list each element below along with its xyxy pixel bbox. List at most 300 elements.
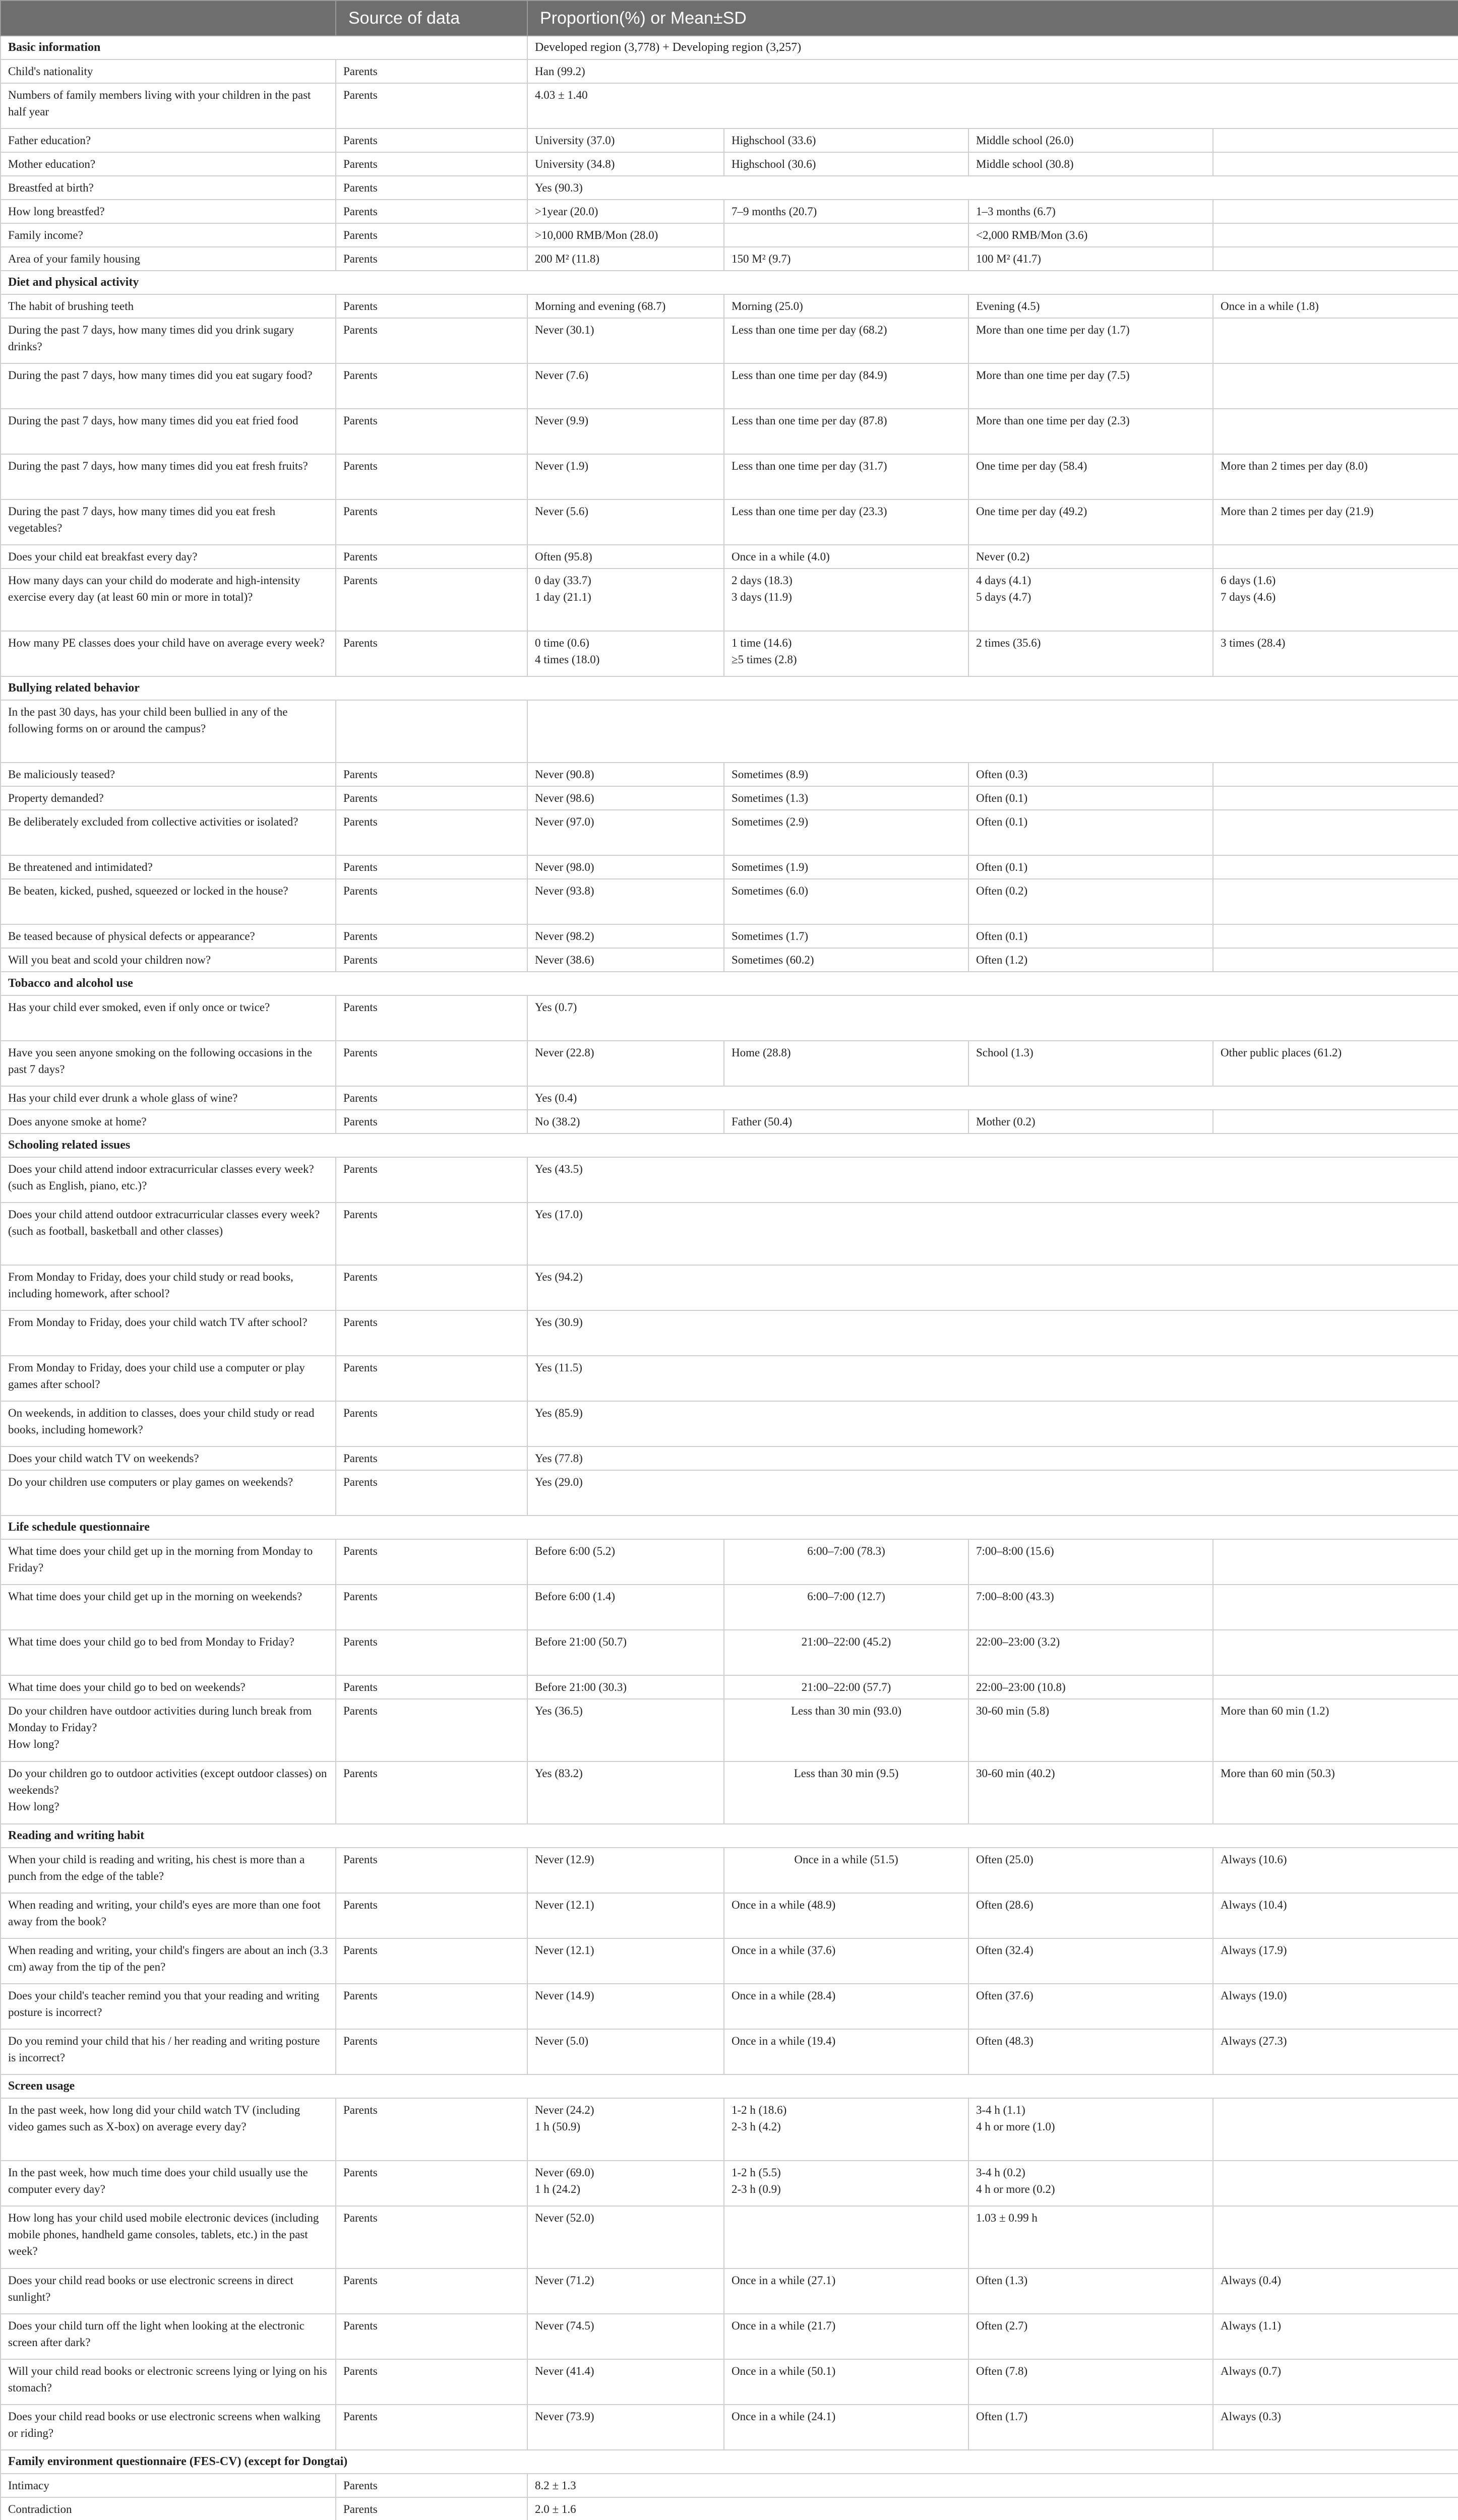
- cell-line: Does your child's teacher remind you that your reading and writing posture is incorrect?: [8, 1989, 320, 2019]
- source-cell: Parents: [336, 1675, 527, 1699]
- value-cell: 100 M² (41.7): [968, 247, 1213, 271]
- question-cell: [1, 2029, 336, 2074]
- cell-line: On weekends, in addition to classes, does your child study or read books, including homework?: [8, 1407, 315, 1436]
- value-cell: 7:00–8:00 (43.3): [968, 1585, 1213, 1630]
- value-cell: Highschool (30.6): [724, 152, 968, 176]
- cell-line: During the past 7 days, how many times did you eat sugary food?: [8, 369, 313, 382]
- value-cell: Han (99.2): [527, 59, 1458, 83]
- question-cell: [1, 2161, 336, 2206]
- value-cell: Often (1.3): [968, 2269, 1213, 2314]
- source-cell: [336, 700, 527, 763]
- cell-line: 3-4 h (1.1): [976, 2104, 1025, 2116]
- table-row: [1, 855, 1458, 879]
- cell-line: 6 days (1.6): [1221, 574, 1276, 587]
- value-cell: [527, 700, 1458, 763]
- table-row: [1, 545, 1458, 569]
- cell-line: Family income?: [8, 229, 83, 241]
- value-cell: [724, 2098, 968, 2161]
- value-cell: 22:00–23:00 (3.2): [968, 1630, 1213, 1675]
- source-cell: Parents: [336, 569, 527, 631]
- value-cell: [1213, 810, 1458, 855]
- cell-line: Child's nationality: [8, 65, 93, 78]
- cell-line: 0 day (33.7): [535, 574, 591, 587]
- value-cell: [1213, 318, 1458, 363]
- value-cell: [968, 2098, 1213, 2161]
- source-cell: Parents: [336, 2269, 527, 2314]
- source-cell: Parents: [336, 152, 527, 176]
- table-row: [1, 223, 1458, 247]
- table-row: [1, 995, 1458, 1041]
- value-cell: Once in a while (19.4): [724, 2029, 968, 2074]
- table-row: [1, 631, 1458, 676]
- table-header: [1, 1, 1458, 36]
- table-row: [1, 1470, 1458, 1516]
- table-row: [1, 763, 1458, 786]
- value-cell: [527, 569, 724, 631]
- source-cell: Parents: [336, 763, 527, 786]
- source-cell: Parents: [336, 1585, 527, 1630]
- cell-line: Be beaten, kicked, pushed, squeezed or locked in the house?: [8, 885, 288, 897]
- table-row: [1, 363, 1458, 409]
- value-cell: Always (27.3): [1213, 2029, 1458, 2074]
- question-cell: [1, 1470, 336, 1516]
- value-cell: 21:00–22:00 (57.7): [724, 1675, 968, 1699]
- cell-line: Do your children have outdoor activities during lunch break from Monday to Friday?: [8, 1705, 312, 1734]
- value-cell: Often (95.8): [527, 545, 724, 569]
- value-cell: Often (0.1): [968, 786, 1213, 810]
- question-cell: [1, 631, 336, 676]
- value-cell: 30-60 min (40.2): [968, 1761, 1213, 1824]
- value-cell: 150 M² (9.7): [724, 247, 968, 271]
- question-cell: [1, 1984, 336, 2029]
- value-cell: University (37.0): [527, 129, 724, 152]
- source-cell: Parents: [336, 2314, 527, 2359]
- source-cell: Parents: [336, 2405, 527, 2450]
- value-cell: [1213, 152, 1458, 176]
- table-row: [1, 176, 1458, 200]
- source-cell: Parents: [336, 2098, 527, 2161]
- value-cell: [1213, 786, 1458, 810]
- cell-line: What time does your child get up in the morning from Monday to Friday?: [8, 1545, 313, 1574]
- value-cell: 3 times (28.4): [1213, 631, 1458, 676]
- value-cell: 4.03 ± 1.40: [527, 83, 1458, 129]
- section-row: [1, 972, 1458, 995]
- cell-line: When reading and writing, your child's eyes are more than one foot away from the book?: [8, 1899, 321, 1928]
- value-cell: Never (41.4): [527, 2359, 724, 2405]
- value-cell: [724, 2161, 968, 2206]
- value-cell: Yes (85.9): [527, 1401, 1458, 1446]
- value-cell: More than one time per day (7.5): [968, 363, 1213, 409]
- question-cell: [1, 1157, 336, 1203]
- source-cell: Parents: [336, 1356, 527, 1401]
- cell-line: How many days can your child do moderate and high-intensity exercise every day (at least 60 min or more in total)?: [8, 574, 300, 603]
- source-cell: Parents: [336, 1041, 527, 1086]
- value-cell: Once in a while (50.1): [724, 2359, 968, 2405]
- table-row: [1, 1630, 1458, 1675]
- question-cell: [1, 879, 336, 924]
- cell-line: Do your children go to outdoor activities (except outdoor classes) on weekends?: [8, 1767, 327, 1796]
- value-cell: Less than one time per day (23.3): [724, 499, 968, 545]
- value-cell: [724, 2206, 968, 2269]
- value-cell: [1213, 763, 1458, 786]
- source-cell: Parents: [336, 1310, 527, 1356]
- value-cell: 6:00–7:00 (78.3): [724, 1539, 968, 1585]
- value-cell: Middle school (26.0): [968, 129, 1213, 152]
- cell-line: During the past 7 days, how many times did you eat fresh fruits?: [8, 460, 308, 472]
- question-cell: [1, 1356, 336, 1401]
- section-title: Reading and writing habit: [1, 1824, 1458, 1848]
- table-row: [1, 294, 1458, 318]
- cell-line: In the past 30 days, has your child been bullied in any of the following forms on or around the campus?: [8, 706, 288, 735]
- value-cell: Never (93.8): [527, 879, 724, 924]
- value-cell: [1213, 2206, 1458, 2269]
- value-cell: [1213, 1539, 1458, 1585]
- question-cell: [1, 1446, 336, 1470]
- value-cell: [724, 631, 968, 676]
- value-cell: Yes (17.0): [527, 1203, 1458, 1265]
- value-cell: University (34.8): [527, 152, 724, 176]
- table-row: [1, 318, 1458, 363]
- cell-line: Does your child watch TV on weekends?: [8, 1452, 199, 1465]
- table-row: [1, 1585, 1458, 1630]
- value-cell: Yes (77.8): [527, 1446, 1458, 1470]
- cell-line: Numbers of family members living with your children in the past half year: [8, 89, 311, 118]
- source-cell: Parents: [336, 855, 527, 879]
- cell-line: Does your child attend outdoor extracurricular classes every week? (such as football, basketball and other classes): [8, 1208, 320, 1237]
- table-row: [1, 2405, 1458, 2450]
- header-item: [1, 1, 336, 36]
- value-cell: Never (5.6): [527, 499, 724, 545]
- cell-line: 4 h or more (1.0): [976, 2120, 1055, 2133]
- source-cell: Parents: [336, 948, 527, 972]
- table-row: [1, 1310, 1458, 1356]
- section-title: Life schedule questionnaire: [1, 1516, 1458, 1539]
- value-cell: Always (0.3): [1213, 2405, 1458, 2450]
- value-cell: Father (50.4): [724, 1110, 968, 1133]
- source-cell: Parents: [336, 545, 527, 569]
- value-cell: One time per day (58.4): [968, 454, 1213, 499]
- value-cell: Never (12.1): [527, 1893, 724, 1938]
- value-cell: Yes (0.4): [527, 1086, 1458, 1110]
- cell-line: During the past 7 days, how many times did you eat fried food: [8, 414, 298, 427]
- value-cell: Sometimes (1.9): [724, 855, 968, 879]
- question-cell: [1, 363, 336, 409]
- value-cell: Always (0.7): [1213, 2359, 1458, 2405]
- value-cell: Often (37.6): [968, 1984, 1213, 2029]
- question-cell: [1, 1848, 336, 1893]
- value-cell: Never (5.0): [527, 2029, 724, 2074]
- value-cell: Mother (0.2): [968, 1110, 1213, 1133]
- value-cell: Once in a while (4.0): [724, 545, 968, 569]
- cell-line: When reading and writing, your child's fingers are about an inch (3.3 cm) away from the tip of the pen?: [8, 1944, 328, 1973]
- source-cell: Parents: [336, 1265, 527, 1310]
- table-row: [1, 152, 1458, 176]
- table-row: [1, 200, 1458, 223]
- cell-line: What time does your child go to bed from Monday to Friday?: [8, 1635, 294, 1648]
- cell-line: ≥5 times (2.8): [732, 653, 797, 666]
- value-cell: Once in a while (24.1): [724, 2405, 968, 2450]
- table-body: [1, 36, 1458, 2520]
- value-cell: 8.2 ± 1.3: [527, 2474, 1458, 2497]
- question-cell: [1, 2497, 336, 2520]
- value-cell: Before 6:00 (1.4): [527, 1585, 724, 1630]
- cell-line: During the past 7 days, how many times did you drink sugary drinks?: [8, 324, 294, 353]
- value-cell: More than 60 min (50.3): [1213, 1761, 1458, 1824]
- question-cell: [1, 2314, 336, 2359]
- source-cell: Parents: [336, 454, 527, 499]
- table-row: [1, 1984, 1458, 2029]
- question-cell: [1, 318, 336, 363]
- value-cell: Sometimes (8.9): [724, 763, 968, 786]
- value-cell: Once in a while (37.6): [724, 1938, 968, 1984]
- cell-line: Does your child turn off the light when looking at the electronic screen after dark?: [8, 2319, 305, 2349]
- source-cell: Parents: [336, 631, 527, 676]
- table-row: [1, 1893, 1458, 1938]
- value-cell: Once in a while (28.4): [724, 1984, 968, 2029]
- cell-line: Does anyone smoke at home?: [8, 1115, 147, 1128]
- source-cell: Parents: [336, 2206, 527, 2269]
- cell-line: During the past 7 days, how many times did you eat fresh vegetables?: [8, 505, 276, 534]
- table-row: [1, 879, 1458, 924]
- table-row: [1, 569, 1458, 631]
- cell-line: 0 time (0.6): [535, 637, 589, 649]
- source-cell: Parents: [336, 1699, 527, 1761]
- value-cell: More than 2 times per day (21.9): [1213, 499, 1458, 545]
- value-cell: Yes (0.7): [527, 995, 1458, 1041]
- cell-line: From Monday to Friday, does your child study or read books, including homework, after school?: [8, 1271, 293, 1300]
- source-cell: Parents: [336, 223, 527, 247]
- value-cell: Never (22.8): [527, 1041, 724, 1086]
- cell-line: In the past week, how much time does your child usually use the computer every day?: [8, 2166, 308, 2195]
- value-cell: Never (52.0): [527, 2206, 724, 2269]
- cell-line: 4 h or more (0.2): [976, 2183, 1055, 2195]
- value-cell: 6:00–7:00 (12.7): [724, 1585, 968, 1630]
- question-cell: [1, 2474, 336, 2497]
- question-cell: [1, 1893, 336, 1938]
- table-row: [1, 700, 1458, 763]
- value-cell: 7–9 months (20.7): [724, 200, 968, 223]
- value-cell: Yes (94.2): [527, 1265, 1458, 1310]
- value-cell: Home (28.8): [724, 1041, 968, 1086]
- source-cell: Parents: [336, 786, 527, 810]
- value-cell: Before 21:00 (50.7): [527, 1630, 724, 1675]
- cell-line: Intimacy: [8, 2479, 49, 2492]
- source-cell: Parents: [336, 499, 527, 545]
- value-cell: Morning (25.0): [724, 294, 968, 318]
- value-cell: [1213, 948, 1458, 972]
- source-cell: Parents: [336, 318, 527, 363]
- value-cell: Evening (4.5): [968, 294, 1213, 318]
- question-cell: [1, 1699, 336, 1761]
- section-row: [1, 2450, 1458, 2474]
- source-cell: Parents: [336, 247, 527, 271]
- question-cell: [1, 786, 336, 810]
- source-cell: Parents: [336, 129, 527, 152]
- value-cell: [1213, 2161, 1458, 2206]
- table-row: [1, 59, 1458, 83]
- section-title: Diet and physical activity: [1, 271, 1458, 294]
- value-cell: Yes (36.5): [527, 1699, 724, 1761]
- value-cell: Always (1.1): [1213, 2314, 1458, 2359]
- value-cell: [1213, 247, 1458, 271]
- value-cell: Never (98.0): [527, 855, 724, 879]
- source-cell: Parents: [336, 200, 527, 223]
- section-title: Basic information: [1, 36, 527, 59]
- value-cell: No (38.2): [527, 1110, 724, 1133]
- table-row: [1, 2359, 1458, 2405]
- question-cell: [1, 2359, 336, 2405]
- table-row: [1, 2029, 1458, 2074]
- value-cell: Yes (83.2): [527, 1761, 724, 1824]
- value-cell: <2,000 RMB/Mon (3.6): [968, 223, 1213, 247]
- source-cell: Parents: [336, 1157, 527, 1203]
- value-cell: Often (0.2): [968, 879, 1213, 924]
- cell-line: Does your child eat breakfast every day?: [8, 550, 198, 563]
- cell-line: When your child is reading and writing, his chest is more than a punch from the edge of the table?: [8, 1853, 305, 1882]
- value-cell: Never (12.1): [527, 1938, 724, 1984]
- cell-line: How long has your child used mobile electronic devices (including mobile phones, handheld game consoles, tablets, etc.) in the past week?: [8, 2212, 319, 2257]
- value-cell: [724, 569, 968, 631]
- value-cell: >1year (20.0): [527, 200, 724, 223]
- table-row: [1, 454, 1458, 499]
- question-cell: [1, 1630, 336, 1675]
- value-cell: [968, 2161, 1213, 2206]
- cell-line: Property demanded?: [8, 792, 104, 804]
- section-title: Tobacco and alcohol use: [1, 972, 1458, 995]
- source-cell: Parents: [336, 1630, 527, 1675]
- value-cell: Never (12.9): [527, 1848, 724, 1893]
- value-cell: Often (32.4): [968, 1938, 1213, 1984]
- value-cell: More than 60 min (1.2): [1213, 1699, 1458, 1761]
- value-cell: Never (9.9): [527, 409, 724, 454]
- table-row: [1, 1356, 1458, 1401]
- section-title: Schooling related issues: [1, 1133, 1458, 1157]
- value-cell: [1213, 1630, 1458, 1675]
- cell-line: How long breastfed?: [8, 205, 105, 218]
- table-row: [1, 499, 1458, 545]
- question-cell: [1, 763, 336, 786]
- value-cell: Often (28.6): [968, 1893, 1213, 1938]
- table-row: [1, 2206, 1458, 2269]
- source-cell: Parents: [336, 1938, 527, 1984]
- value-cell: Often (1.7): [968, 2405, 1213, 2450]
- table-row: [1, 2497, 1458, 2520]
- cell-line: From Monday to Friday, does your child use a computer or play games after school?: [8, 1361, 305, 1391]
- question-cell: [1, 499, 336, 545]
- value-cell: 21:00–22:00 (45.2): [724, 1630, 968, 1675]
- value-cell: Never (0.2): [968, 545, 1213, 569]
- table-row: [1, 2269, 1458, 2314]
- value-cell: Often (1.2): [968, 948, 1213, 972]
- section-value: Developed region (3,778) + Developing region (3,257): [527, 36, 1458, 59]
- cell-line: Do you remind your child that his / her reading and writing posture is incorrect?: [8, 2035, 320, 2064]
- question-cell: [1, 1265, 336, 1310]
- value-cell: 7:00–8:00 (15.6): [968, 1539, 1213, 1585]
- cell-line: Mother education?: [8, 158, 96, 170]
- cell-line: In the past week, how long did your child watch TV (including video games such as X-box) on average every day?: [8, 2104, 300, 2133]
- question-cell: [1, 1203, 336, 1265]
- table-row: [1, 2098, 1458, 2161]
- cell-line: Will you beat and scold your children now?: [8, 954, 211, 966]
- value-cell: Sometimes (1.3): [724, 786, 968, 810]
- value-cell: 1–3 months (6.7): [968, 200, 1213, 223]
- value-cell: Never (71.2): [527, 2269, 724, 2314]
- section-row: [1, 36, 1458, 59]
- value-cell: Yes (30.9): [527, 1310, 1458, 1356]
- table-row: [1, 1203, 1458, 1265]
- question-cell: [1, 1761, 336, 1824]
- section-row: [1, 1133, 1458, 1157]
- table-row: [1, 1265, 1458, 1310]
- cell-line: Does your child read books or use electronic screens in direct sunlight?: [8, 2274, 293, 2303]
- value-cell: Yes (90.3): [527, 176, 1458, 200]
- value-cell: Middle school (30.8): [968, 152, 1213, 176]
- cell-line: 2-3 h (4.2): [732, 2120, 781, 2133]
- cell-line: Be threatened and intimidated?: [8, 861, 153, 873]
- section-title: Screen usage: [1, 2074, 1458, 2098]
- value-cell: [1213, 2098, 1458, 2161]
- value-cell: Highschool (33.6): [724, 129, 968, 152]
- cell-line: 3 days (11.9): [732, 591, 792, 603]
- value-cell: Once in a while (1.8): [1213, 294, 1458, 318]
- value-cell: Never (38.6): [527, 948, 724, 972]
- value-cell: Often (48.3): [968, 2029, 1213, 2074]
- source-cell: Parents: [336, 1110, 527, 1133]
- question-cell: [1, 1585, 336, 1630]
- question-cell: [1, 2269, 336, 2314]
- value-cell: Morning and evening (68.7): [527, 294, 724, 318]
- cell-line: 5 days (4.7): [976, 591, 1031, 603]
- value-cell: Once in a while (27.1): [724, 2269, 968, 2314]
- source-cell: Parents: [336, 363, 527, 409]
- question-cell: [1, 176, 336, 200]
- table-row: [1, 1086, 1458, 1110]
- table-row: [1, 786, 1458, 810]
- table-row: [1, 1401, 1458, 1446]
- table-row: [1, 83, 1458, 129]
- question-cell: [1, 1086, 336, 1110]
- value-cell: Yes (43.5): [527, 1157, 1458, 1203]
- question-cell: [1, 2206, 336, 2269]
- section-row: [1, 676, 1458, 700]
- value-cell: Less than 30 min (9.5): [724, 1761, 968, 1824]
- value-cell: Less than 30 min (93.0): [724, 1699, 968, 1761]
- table-row: [1, 1157, 1458, 1203]
- value-cell: Often (7.8): [968, 2359, 1213, 2405]
- section-row: [1, 2074, 1458, 2098]
- value-cell: [724, 223, 968, 247]
- section-title: Family environment questionnaire (FES-CV) (except for Dongtai): [1, 2450, 1458, 2474]
- value-cell: 2 times (35.6): [968, 631, 1213, 676]
- value-cell: Often (25.0): [968, 1848, 1213, 1893]
- question-cell: [1, 1675, 336, 1699]
- cell-line: 1 time (14.6): [732, 637, 792, 649]
- cell-line: How long?: [8, 1738, 59, 1750]
- value-cell: More than 2 times per day (8.0): [1213, 454, 1458, 499]
- section-row: [1, 1824, 1458, 1848]
- question-cell: [1, 948, 336, 972]
- cell-line: From Monday to Friday, does your child watch TV after school?: [8, 1316, 308, 1329]
- question-cell: [1, 1110, 336, 1133]
- cell-line: 2 days (18.3): [732, 574, 793, 587]
- value-cell: Sometimes (2.9): [724, 810, 968, 855]
- value-cell: Sometimes (60.2): [724, 948, 968, 972]
- table-row: [1, 2161, 1458, 2206]
- cell-line: Be maliciously teased?: [8, 768, 115, 781]
- table-row: [1, 810, 1458, 855]
- value-cell: [527, 2161, 724, 2206]
- value-cell: 2.0 ± 1.6: [527, 2497, 1458, 2520]
